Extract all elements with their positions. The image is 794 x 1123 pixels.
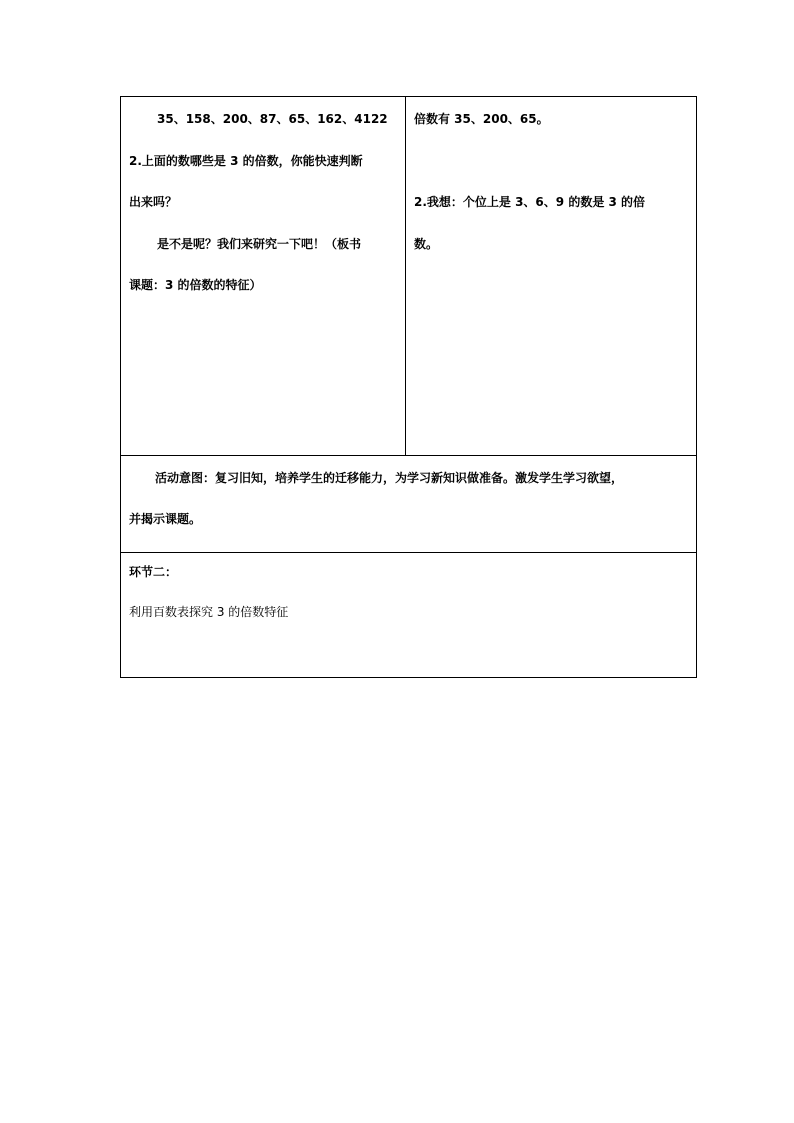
prompt-line-cont: 课题：3 的倍数的特征） — [129, 278, 262, 292]
number-list: 35、158、200、87、65、162、4122 — [157, 112, 388, 126]
activity-intent-row — [121, 456, 696, 553]
student-guess-cont: 数。 — [414, 237, 439, 251]
step-two-row — [121, 553, 696, 677]
question-line: 2.上面的数哪些是 3 的倍数，你能快速判断 — [129, 154, 363, 168]
activity-intent-text: 活动意图：复习旧知，培养学生的迁移能力，为学习新知识做准备。激发学生学习欲望， — [155, 471, 624, 485]
question-line-cont: 出来吗？ — [129, 195, 178, 209]
teacher-activity-cell — [121, 97, 406, 455]
step-two-content: 利用百数表探究 3 的倍数特征 — [129, 605, 289, 619]
multiples-answer: 倍数有 35、200、65。 — [414, 112, 549, 126]
student-guess: 2.我想：个位上是 3、6、9 的数是 3 的倍 — [414, 195, 646, 209]
student-activity-cell — [406, 97, 696, 455]
lesson-table — [120, 96, 697, 678]
prompt-line: 是不是呢？我们来研究一下吧！（板书 — [157, 237, 362, 251]
step-two-title: 环节二： — [129, 565, 178, 579]
table-row-main — [121, 97, 696, 456]
activity-intent-text-cont: 并揭示课题。 — [129, 512, 202, 526]
